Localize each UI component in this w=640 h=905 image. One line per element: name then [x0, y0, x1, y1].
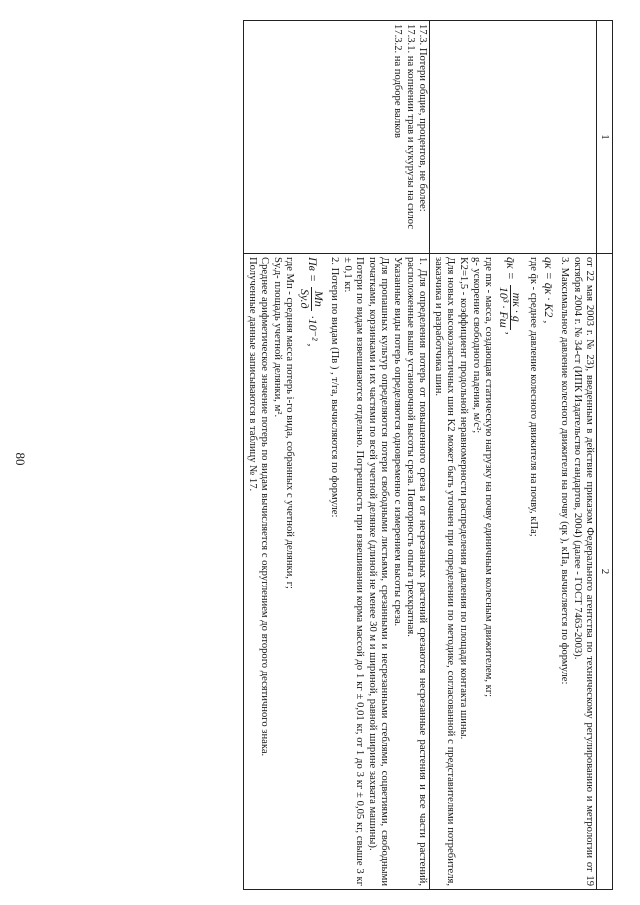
- paragraph: Среднее арифметическое значение потерь по видам вычисляется с округлением до второго десятичного знака.: [259, 257, 271, 757]
- row1-label-cell: [430, 21, 597, 254]
- fraction-denominator: Sу.д: [297, 288, 312, 309]
- header-col-2: 2: [597, 254, 613, 890]
- formula-losses: [298, 257, 324, 886]
- formula-mean-pressure: q̄к = mк · g 10³ · Fш ,: [496, 257, 525, 335]
- paragraph: 1. Для определения потерь от повышенного среза и от несрезанных растений срезаются несрезанные растения и все части растений, расположенные выше установочной высоты среза. Повторность опыта трехкратная.: [404, 257, 429, 886]
- row-label: 17.3. Потери общие, процентов, не более:: [417, 24, 429, 212]
- row2-text-cell: [243, 254, 429, 890]
- fraction: [497, 285, 523, 330]
- paragraph: 3. Максимальное давление колесного движителя на почву (qк ), кПа, вычисляется по формуле:: [559, 257, 571, 685]
- paragraph: где q̄к - среднее давление колесного движителя на почву, кПа;: [528, 257, 540, 537]
- fraction: [298, 287, 324, 311]
- paragraph: где Мп - средняя масса потерь i-го вида, собранных с учетной делянки, г;: [284, 257, 296, 589]
- paragraph: K2=1,5 - коэффициент продольной неравномерности распределения давления по площади контакта шины.: [458, 257, 470, 740]
- paragraph: Полученные данные записываются в таблицу № 17.: [246, 257, 258, 492]
- row-label: 17.3.1. на копнении трав и кукурузы на силос: [404, 24, 416, 230]
- table-row: [430, 21, 597, 890]
- paragraph: от 22 мая 2003 г. № 23), введенным в действие приказом Федерального агентства по техническому регулированию и метрологии от 19 октября 2004 г. № 34-ст (ИПК Издательство стандартов, 2004) (далее - ГОСТ 7463-2003).: [571, 257, 596, 886]
- paragraph: Указанные виды потерь определяются одновременно с измерением высоты среза.: [392, 257, 404, 627]
- row1-text-cell: [430, 254, 597, 890]
- paragraph: Sу.д- площадь учетной делянки, м².: [271, 257, 283, 418]
- paragraph: Потери по видам взвешиваются отдельно. Погрешность при взвешивании корма массой до 1 кг ± 0,01 кг, от 1 до 3 кг ± 0,05 кг, свыше 3 кг ± 0,1 кг.: [341, 257, 366, 886]
- row-label: 17.3.2. на подборе валков: [392, 24, 404, 139]
- row2-label-cell: [243, 21, 429, 254]
- rotated-table-wrapper: [33, 20, 613, 885]
- formula-max-pressure: qк = q̄к · K2 ,: [541, 257, 556, 324]
- formula-lhs: q̄к =: [504, 257, 519, 280]
- requirements-table: [243, 20, 613, 890]
- formula-rhs: ·10⁻² ,: [305, 315, 320, 347]
- header-col-1: 1: [597, 21, 613, 254]
- table-row: [243, 21, 429, 890]
- paragraph: 2. Потери по видам (Пв ) , т/га, вычисляются по формуле:: [329, 257, 341, 518]
- paragraph: Для новых высокоэластичных шин K2 может быть уточнен при определении по методике, согласованной с представителями потребителя, заказчика и разработчика шин.: [432, 257, 457, 886]
- paragraph: g- ускорение свободного падения, м/с²;: [470, 257, 482, 434]
- fraction-numerator: mк · g: [510, 285, 524, 330]
- formula-lhs: Пв =: [305, 257, 320, 282]
- fraction-denominator: 10³ · Fш: [496, 286, 511, 328]
- fraction-numerator: Мп: [311, 287, 325, 311]
- paragraph: Для пропашных культур определяются потери свободными листьями, срезанными и несрезанными стеблями, соцветиями, свободными початками, корзинками и их частями по всей учетной делянке (длиной не менее 30 м и шириной, равной ширине захвата машины).: [366, 257, 391, 886]
- table-header-row: [597, 21, 613, 890]
- paragraph: где mк - масса, создающая статическую нагрузку на почву единичным колесным движителем, кг;: [483, 257, 495, 698]
- page-number: 80: [13, 452, 28, 466]
